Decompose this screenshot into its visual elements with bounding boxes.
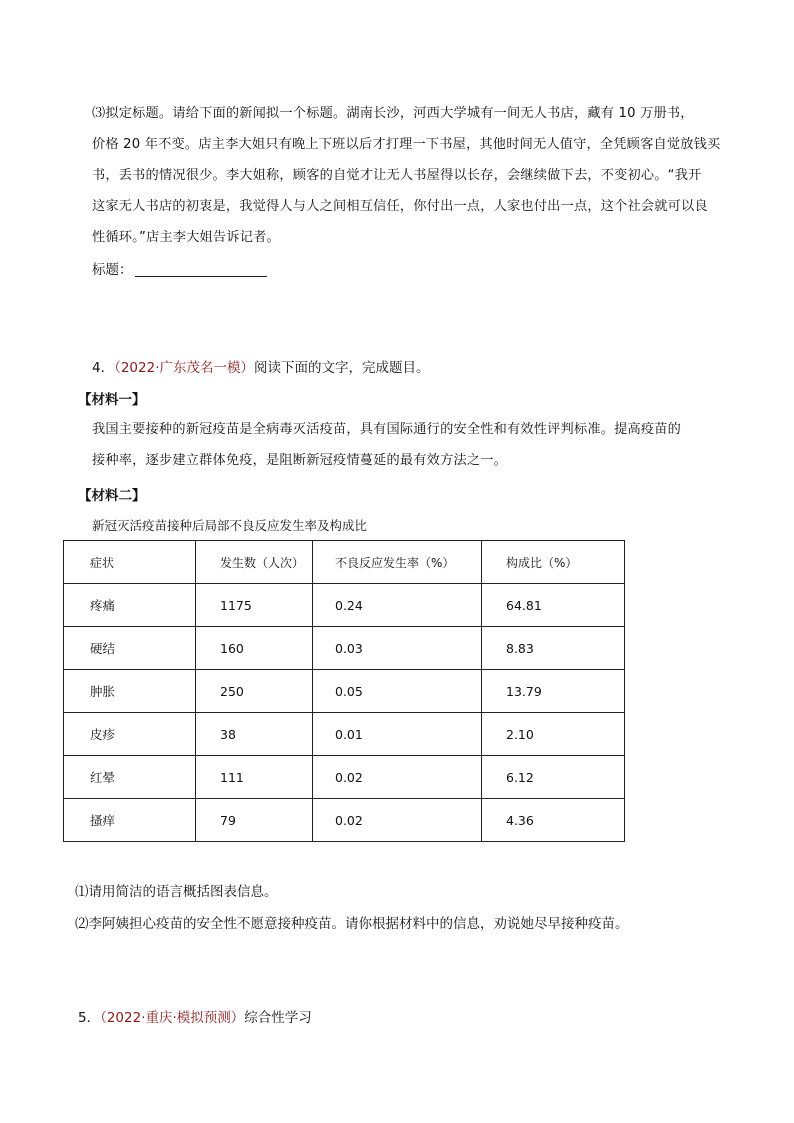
table-row: [64, 584, 625, 627]
cell-symptom: 皮疹: [64, 713, 196, 756]
cell-symptom: 搔痒: [64, 799, 196, 842]
cell-ratio: 4.36: [482, 799, 625, 842]
table-row: [64, 670, 625, 713]
q5-instruction: 综合性学习: [244, 1010, 312, 1026]
header-ratio: 构成比（%）: [482, 541, 625, 584]
table-row: [64, 799, 625, 842]
q5-heading: [78, 1006, 312, 1026]
header-rate: 不良反应发生率（%）: [313, 541, 482, 584]
cell-count: 250: [196, 670, 313, 713]
material1-line-2: 接种率，逐步建立群体免疫，是阻断新冠疫情蔓延的最有效方法之一。: [92, 453, 508, 468]
q4-subquestion-1: ⑴请用简洁的语言概括图表信息。: [75, 884, 278, 900]
q3-title-line: [92, 258, 267, 278]
cell-count: 111: [196, 756, 313, 799]
q4-heading: [92, 356, 430, 376]
cell-rate: 0.24: [313, 584, 482, 627]
cell-rate: 0.05: [313, 670, 482, 713]
table-row: [64, 627, 625, 670]
table-header-row: [64, 541, 625, 584]
header-symptom: 症状: [64, 541, 196, 584]
cell-ratio: 64.81: [482, 584, 625, 627]
cell-symptom: 硬结: [64, 627, 196, 670]
cell-rate: 0.02: [313, 756, 482, 799]
q4-source: （2022·广东茂名一模）: [114, 360, 254, 376]
material1-label: 【材料一】: [78, 392, 146, 408]
q3-line-5: 性循环。”店主李大姐告诉记者。: [92, 230, 280, 245]
cell-count: 1175: [196, 584, 313, 627]
cell-ratio: 6.12: [482, 756, 625, 799]
q3-line-3: 书，丢书的情况很少。李大姐称，顾客的自觉才让无人书屋得以长存，会继续做下去，不变初心。“我开: [92, 168, 702, 183]
q5-source: （2022·重庆·模拟预测）: [100, 1010, 245, 1026]
q4-instruction: 阅读下面的文字，完成题目。: [254, 360, 430, 376]
q3-title-blank[interactable]: [135, 262, 267, 277]
cell-rate: 0.01: [313, 713, 482, 756]
q3-paragraph: [92, 98, 732, 253]
cell-count: 160: [196, 627, 313, 670]
cell-symptom: 红晕: [64, 756, 196, 799]
material2-label: 【材料二】: [78, 488, 146, 504]
header-count: 发生数（人次）: [196, 541, 313, 584]
material1-text: [92, 414, 732, 476]
table-row: [64, 713, 625, 756]
reaction-table: [63, 540, 625, 842]
cell-symptom: 疼痛: [64, 584, 196, 627]
cell-count: 79: [196, 799, 313, 842]
cell-ratio: 13.79: [482, 670, 625, 713]
cell-rate: 0.03: [313, 627, 482, 670]
q3-line-2: 价格 20 年不变。店主李大姐只有晚上下班以后才打理一下书屋，其他时间无人值守，全凭顾客自觉放钱买: [92, 137, 721, 152]
q3-line-4: 这家无人书店的初衷是，我觉得人与人之间相互信任，你付出一点，人家也付出一点，这个社会就可以良: [92, 199, 708, 214]
cell-symptom: 肿胀: [64, 670, 196, 713]
cell-rate: 0.02: [313, 799, 482, 842]
q3-line-1: ⑶拟定标题。请给下面的新闻拟一个标题。湖南长沙，河西大学城有一间无人书店，藏有 10 万册书，: [92, 106, 694, 121]
cell-ratio: 8.83: [482, 627, 625, 670]
table-row: [64, 756, 625, 799]
material1-line-1: 我国主要接种的新冠疫苗是全病毒灭活疫苗，具有国际通行的安全性和有效性评判标准。提高疫苗的: [92, 422, 682, 437]
cell-count: 38: [196, 713, 313, 756]
q4-subquestion-2: ⑵李阿姨担心疫苗的安全性不愿意接种疫苗。请你根据材料中的信息，劝说她尽早接种疫苗。: [75, 916, 629, 932]
q5-number: 5．: [78, 1010, 101, 1026]
q4-number: 4．: [92, 360, 115, 376]
table-title: 新冠灭活疫苗接种后局部不良反应发生率及构成比: [92, 518, 368, 533]
q3-title-label: 标题：: [92, 262, 133, 278]
cell-ratio: 2.10: [482, 713, 625, 756]
